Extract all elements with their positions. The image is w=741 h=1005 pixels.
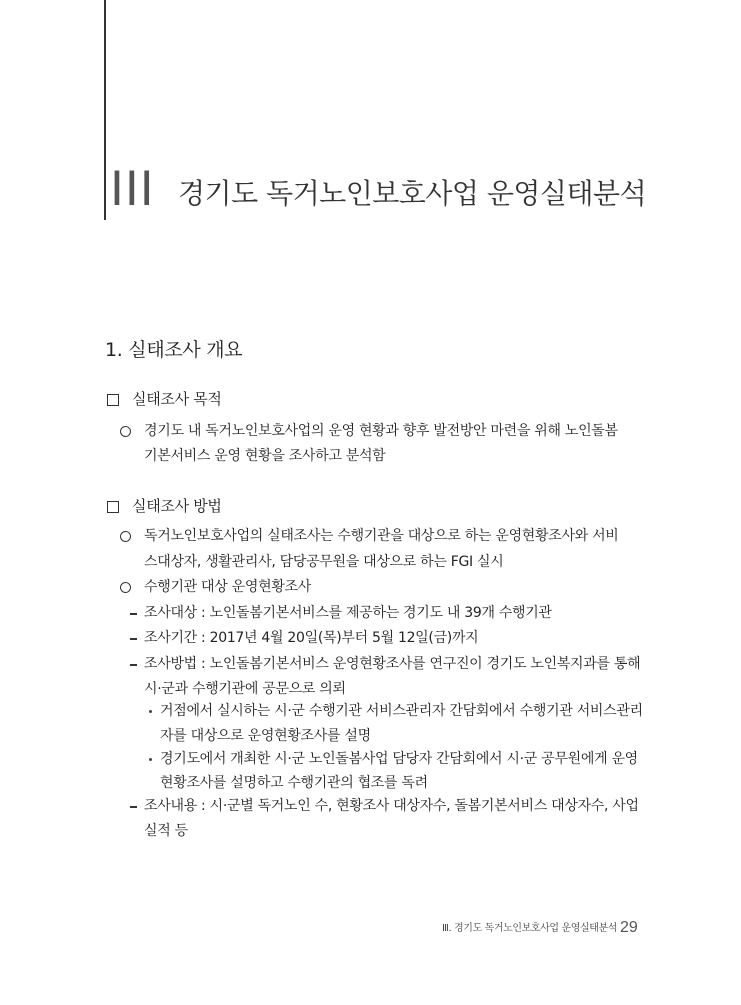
dash-bullet-icon	[130, 664, 137, 666]
dot-bullet-icon	[149, 710, 152, 713]
method-dot-item: 현황조사를 설명하고 수행기관의 협조를 독려	[160, 775, 428, 791]
square-bullet-icon	[107, 394, 119, 406]
method-subitem: 조사내용 : 시·군별 독거노인 수, 현황조사 대상자수, 돌봄기본서비스 대상자수, 사업	[144, 798, 639, 814]
method-item-line: 독거노인보호사업의 실태조사는 수행기관을 대상으로 하는 운영현황조사와 서비	[144, 528, 619, 544]
page-number: 29	[620, 919, 638, 936]
circle-bullet-icon	[120, 582, 131, 593]
method-heading: 실태조사 방법	[132, 497, 222, 515]
running-head: Ⅲ. 경기도 독거노인보호사업 운영실태분석	[442, 923, 618, 934]
square-bullet-icon	[107, 501, 119, 513]
method-dot-item: 자를 대상으로 운영현황조사를 설명	[160, 728, 371, 744]
method-item-line: 스대상자, 생활관리사, 담당공무원을 대상으로 하는 FGI 실시	[144, 554, 504, 570]
method-dot-item: 경기도에서 개최한 시·군 노인돌봄사업 담당자 간담회에서 시·군 공무원에게 운영	[160, 751, 638, 767]
purpose-item-line: 기본서비스 운영 현황을 조사하고 분석함	[144, 448, 386, 464]
method-dot-item: 거점에서 실시하는 시·군 수행기관 서비스관리자 간담회에서 수행기관 서비스관리	[160, 703, 643, 719]
dash-bullet-icon	[130, 613, 137, 615]
method-subitem: 조사방법 : 노인돌봄기본서비스 운영현황조사를 연구진이 경기도 노인복지과를 통해	[144, 656, 641, 672]
dash-bullet-icon	[130, 638, 137, 640]
chapter-title: 경기도 독거노인보호사업 운영실태분석	[178, 177, 647, 210]
method-subitem: 실적 등	[144, 823, 188, 839]
dot-bullet-icon	[149, 758, 152, 761]
method-subitem: 조사대상 : 노인돌봄기본서비스를 제공하는 경기도 내 39개 수행기관	[144, 605, 552, 621]
chapter-divider-rule	[104, 0, 106, 220]
circle-bullet-icon	[120, 426, 131, 437]
section-title: 1. 실태조사 개요	[105, 339, 243, 361]
method-subitem: 조사기간 : 2017년 4월 20일(목)부터 5월 12일(금)까지	[144, 630, 479, 646]
chapter-number: III	[110, 160, 155, 216]
circle-bullet-icon	[120, 531, 131, 542]
dash-bullet-icon	[130, 806, 137, 808]
method-item-line: 수행기관 대상 운영현황조사	[144, 579, 311, 595]
method-subitem: 시·군과 수행기관에 공문으로 의뢰	[144, 681, 346, 697]
purpose-heading: 실태조사 목적	[132, 390, 222, 408]
purpose-item-line: 경기도 내 독거노인보호사업의 운영 현황과 향후 발전방안 마련을 위해 노인돌봄	[144, 423, 618, 439]
